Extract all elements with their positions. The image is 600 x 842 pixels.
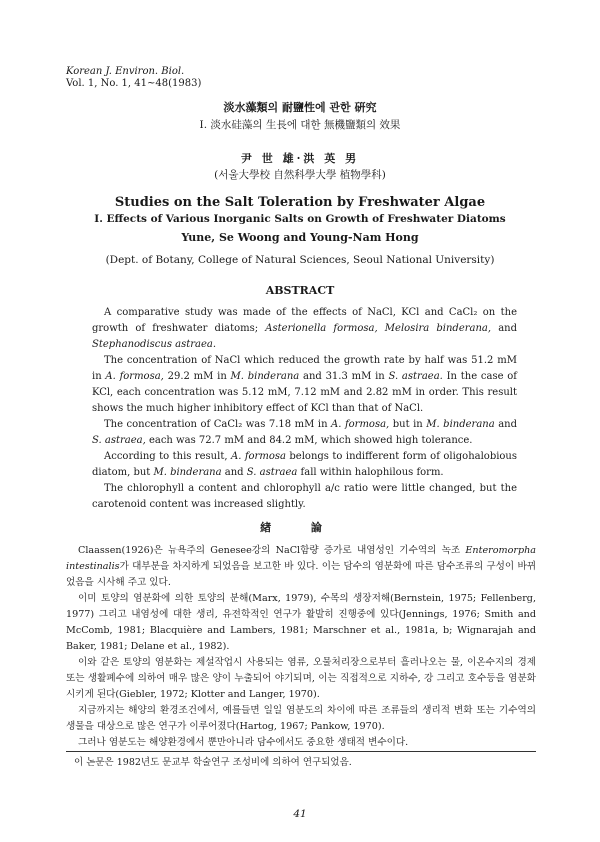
text-run: Claassen(1926)은 뉴욕주의 Genesee강의 NaCl함량 증가로 내염성인 기수역의 녹조	[78, 545, 466, 556]
english-authors: Yune, Se Woong and Young-Nam Hong	[181, 231, 419, 244]
text-run: and	[494, 419, 517, 430]
abstract-paragraph	[92, 449, 517, 481]
abstract-heading: ABSTRACT	[265, 284, 335, 297]
journal-volume: Vol. 1, No. 1, 41~48(1983)	[66, 78, 202, 89]
species-name: S. astraea.	[388, 371, 443, 382]
journal-citation	[66, 66, 201, 90]
species-name: M. binderana	[426, 419, 495, 430]
footnote: 이 논문은 1982년도 문교부 학술연구 조성비에 의하여 연구되었음.	[74, 757, 352, 768]
korean-subtitle: Ⅰ. 淡水硅藻의 生長에 대한 無機鹽類의 效果	[199, 119, 401, 131]
footnote-divider	[66, 751, 536, 752]
text-run: each was 72.7 mM and 84.2 mM, which showed high tolerance.	[145, 435, 473, 446]
introduction-text	[66, 543, 536, 751]
text-run: and	[491, 323, 518, 334]
text-run: 29.2 mM in	[163, 371, 231, 382]
intro-paragraph: 이미 토양의 염분화에 의한 토양의 분해(Marx, 1979), 수목의 생장저해(Bernstein, 1975; Fellenberg, 1977) 그리고 내염성에 대한 생리, 유전학적인 연구가 활발히 진행중에 있다(Jennings, 1976; Smith and McComb, 1981; Blacquière and Lambers, 1981; Marschner et al., 1981a, b; Wignarajah and Baker, 1981; Delane et al., 1982).	[66, 593, 536, 652]
intro-paragraph: 지금까지는 해양의 환경조건에서, 예를들면 일일 염분도의 차이에 따른 조류들의 생리적 변화 또는 기수역의 생물을 대상으로 많은 연구가 이루어졌다(Hartog, 1967; Pankow, 1970).	[66, 705, 536, 732]
species-name: Asterionella formosa, Melosira binderana,	[265, 323, 492, 334]
korean-affiliation: (서울大學校 自然科學大學 植物學科)	[214, 169, 386, 181]
english-affiliation: (Dept. of Botany, College of Natural Sciences, Seoul National University)	[105, 254, 495, 266]
species-name: S. astraea	[246, 467, 298, 478]
abstract-paragraph: The chlorophyll a content and chlorophyll a/c ratio were little changed, but the carotenoid content was increased slightly.	[92, 483, 517, 510]
english-title: Studies on the Salt Toleration by Freshwater Algae	[114, 195, 486, 210]
species-name: A. formosa	[230, 451, 286, 462]
text-run: The concentration of CaCl₂ was 7.18 mM in	[104, 419, 332, 430]
text-run: The concentration of NaCl which reduced the growth rate by half was 51.2 mM in	[92, 355, 517, 382]
text-run: but in	[389, 419, 427, 430]
text-run: and	[221, 467, 247, 478]
text-run: belongs to indifferent form of oligohalobious diatom, but	[92, 451, 518, 478]
page-number: 41	[293, 808, 307, 820]
journal-name: Korean J. Environ. Biol.	[66, 66, 185, 77]
text-run: A comparative study was made of the effects of NaCl, KCl and CaCl₂ on the growth of freshwater diatoms;	[92, 307, 517, 334]
korean-title: 淡水藻類의 耐鹽性에 관한 硏究	[223, 101, 377, 114]
abstract-text	[92, 305, 517, 513]
abstract-paragraph	[92, 305, 517, 353]
intro-paragraph	[66, 543, 536, 591]
text-run: In the case of KCl, each concentration was 5.12 mM, 7.12 mM and 2.82 mM in order. This result shows the much higher inhibitory effect of KCl than that of NaCl.	[92, 371, 517, 414]
species-name: A. formosa,	[331, 419, 390, 430]
intro-paragraph: 이와 같은 토양의 염분화는 제설작업시 사용되는 염류, 오물처리장으로부터 흘러나오는 물, 이온수지의 경제 또는 생활폐수에 의하여 매우 많은 양이 누출되어 야기되며, 이는 직접적으로 지하수, 강 그리고 호수등을 염분화 시키게 된다(Giebler, 1972; Klotter and Langer, 1970).	[66, 657, 536, 700]
species-name: Stephanodiscus astraea.	[92, 339, 217, 350]
species-name: A. formosa,	[105, 371, 164, 382]
species-name: S. astraea,	[92, 435, 146, 446]
text-run: 가 대부분을 차지하게 되었음을 보고한 바 있다. 이는 담수의 염분화에 따른 담수조류의 구성이 바뀌었음을 시사해 주고 있다.	[66, 561, 536, 588]
introduction-heading: 緖 論	[260, 521, 340, 534]
english-subtitle: I. Effects of Various Inorganic Salts on Growth of Freshwater Diatoms	[94, 213, 506, 225]
species-name: M. binderana	[153, 467, 222, 478]
abstract-paragraph	[92, 353, 517, 417]
text-run: fall within halophilous form.	[297, 467, 444, 478]
korean-authors: 尹 世 雄·洪 英 男	[240, 152, 360, 165]
text-run: According to this result,	[104, 451, 231, 462]
intro-paragraph: 그러나 염분도는 해양환경에서 뿐만아니라 담수에서도 중요한 생태적 변수이다.	[78, 737, 409, 748]
abstract-paragraph	[92, 417, 517, 449]
species-name: M. binderana	[230, 371, 300, 382]
species-name: Enteromorpha intestinalis	[66, 545, 536, 572]
text-run: and 31.3 mM in	[299, 371, 389, 382]
